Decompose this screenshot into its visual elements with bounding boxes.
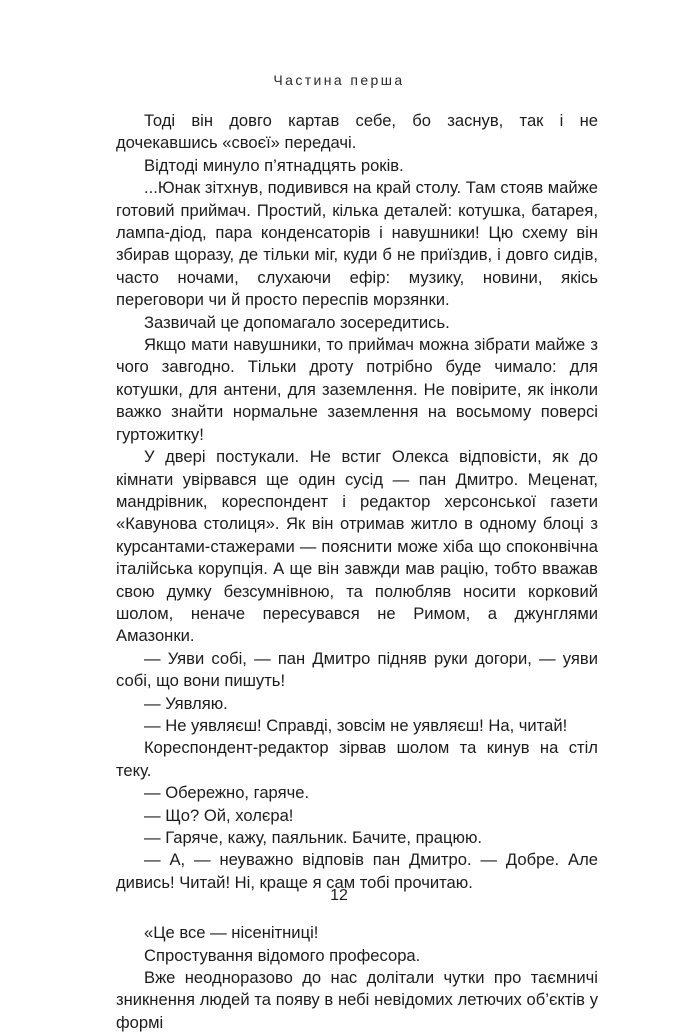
dialogue-line: — Уявляю. bbox=[144, 693, 228, 713]
dialogue-line: — Що? Ой, холєра! bbox=[144, 805, 294, 825]
running-header: Частина перша bbox=[273, 72, 405, 88]
dialogue-line: — А, — неуважно відповів пан Дмитро. — Добре. Але дивись! Читай! Ні, краще я сам тобі прочитаю. bbox=[116, 850, 598, 892]
dialogue-line: — Гаряче, кажу, паяльник. Бачите, працюю. bbox=[144, 828, 483, 847]
quoted-article-text: Вже неодноразово до нас долітали чутки про таємничі зникнення людей та появу в небі невідомих летючих об’єктів у формі bbox=[116, 968, 598, 1032]
paragraph: ...Юнак зітхнув, подивився на край столу. Там стояв майже готовий приймач. Простий, кілька деталей: котушка, батарея, лампа-діод, пара конденсаторів і навушники! Цю схему він збирав щоразу, де тільки міг, куди б не приїздив, і довго сидів, часто ночами, слухаючи ефір: музику, новини, якісь переговори чи й просто переспів морзянки. bbox=[116, 178, 598, 310]
paragraph: Якщо мати навушники, то приймач можна зібрати майже з чого завгодно. Тільки дроту потрібно буде чимало: для котушки, для антени, для заземлення. Не повірите, як інколи важко знайти нормальне заземлення на восьмому поверсі гуртожитку! bbox=[116, 335, 598, 444]
quoted-article-subheadline: Спростування відомого професора. bbox=[144, 945, 421, 965]
dialogue-line: — Уяви собі, — пан Дмитро підняв руки догори, — уяви собі, що вони пишуть! bbox=[116, 648, 598, 691]
paragraph: Тоді він довго картав себе, бо заснув, так і не дочекавшись «своєї» передачі. bbox=[116, 111, 598, 153]
dialogue-line: — Не уявляєш! Справді, зовсім не уявляєш! На, читай! bbox=[144, 715, 568, 735]
paragraph: Кореспондент-редактор зірвав шолом та кинув на стіл теку. bbox=[116, 738, 598, 780]
paragraph: Зазвичай це допомагало зосередитись. bbox=[144, 312, 450, 332]
paragraph: Відтоді минуло п’ятнадцять років. bbox=[144, 155, 404, 175]
dialogue-line: — Обережно, гаряче. bbox=[144, 783, 310, 803]
page-number: 12 bbox=[330, 887, 348, 904]
quoted-article-headline: «Це все — нісенітниці! bbox=[144, 923, 319, 943]
paragraph: У двері постукали. Не встиг Олекса відповісти, як до кімнати увірвався ще один сусід — пан Дмитро. Меценат, мандрівник, кореспондент і редактор херсонської газети «Кавунова столиця». Як він отримав житло в одному блоці з курсантами-стажерами — пояснити може хіба що споконвічна італійська корупція. А ще він завжди мав рацію, тобто вважав свою думку безсумнівною, та полюбляв носити корковий шолом, неначе пересувався не Римом, а джунглями Амазонки. bbox=[116, 447, 598, 646]
